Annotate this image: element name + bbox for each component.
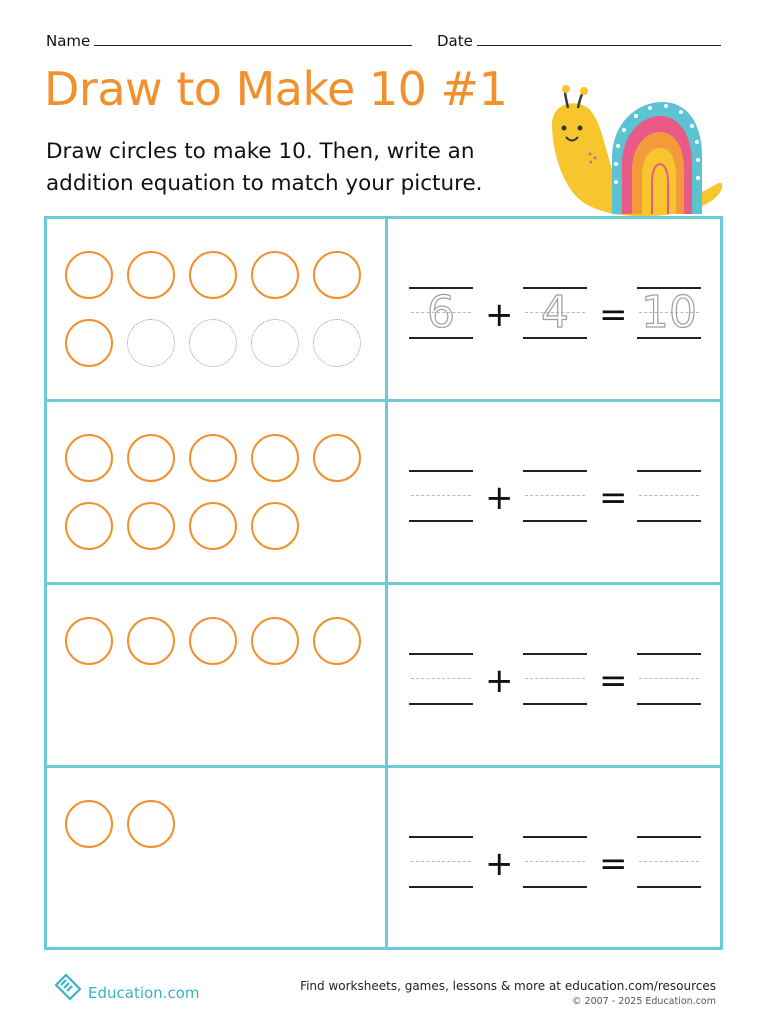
plus-sign: +: [485, 661, 514, 701]
drawn-circle: [251, 434, 299, 482]
drawn-circle: [127, 251, 175, 299]
page-title: Draw to Make 10 #1: [44, 62, 508, 116]
drawn-circle: [65, 434, 113, 482]
equals-sign: =: [599, 478, 628, 518]
equation: [409, 462, 709, 532]
sum-blank[interactable]: [637, 653, 701, 705]
plus-sign: +: [485, 295, 514, 335]
equation: [409, 645, 709, 715]
date-blank-line[interactable]: [477, 33, 721, 46]
sum-blank[interactable]: [637, 470, 701, 522]
addend1-blank[interactable]: [409, 470, 473, 522]
addend1-blank[interactable]: [409, 836, 473, 888]
drawn-circle: [65, 319, 113, 367]
addend1-blank[interactable]: [409, 287, 473, 339]
plus-sign: +: [485, 478, 514, 518]
problem-row-2: [47, 402, 720, 585]
dotted-circle[interactable]: [127, 319, 175, 367]
equals-sign: =: [599, 295, 628, 335]
addend1-blank[interactable]: [409, 653, 473, 705]
equation: [409, 828, 709, 898]
equals-sign: =: [599, 661, 628, 701]
problem-row-1: [47, 219, 720, 402]
name-blank-line[interactable]: [94, 33, 412, 46]
sum-blank[interactable]: [637, 836, 701, 888]
drawn-circle: [65, 617, 113, 665]
traced-number: 10: [641, 287, 697, 338]
problem-row-3: [47, 585, 720, 768]
drawn-circle: [189, 434, 237, 482]
plus-sign: +: [485, 844, 514, 884]
drawn-circle: [127, 800, 175, 848]
drawn-circle: [189, 502, 237, 550]
drawn-circle: [127, 502, 175, 550]
drawn-circle: [251, 251, 299, 299]
drawn-circle: [251, 502, 299, 550]
footer-tagline[interactable]: Find worksheets, games, lessons & more at education.com/resources: [300, 979, 716, 993]
traced-number: 6: [427, 287, 455, 338]
drawn-circle: [65, 251, 113, 299]
drawn-circle: [313, 434, 361, 482]
date-label: Date: [437, 32, 473, 50]
drawn-circle: [127, 434, 175, 482]
drawn-circle: [65, 502, 113, 550]
drawn-circle: [251, 617, 299, 665]
drawn-circle: [313, 617, 361, 665]
drawn-circle: [189, 617, 237, 665]
logo-text: Education.com: [88, 984, 200, 1002]
name-label: Name: [46, 32, 91, 50]
dotted-circle[interactable]: [251, 319, 299, 367]
name-field[interactable]: [46, 32, 412, 50]
addend2-blank[interactable]: [523, 470, 587, 522]
dotted-circle[interactable]: [189, 319, 237, 367]
equation: [409, 279, 709, 349]
traced-number: 4: [541, 287, 569, 338]
drawn-circle: [65, 800, 113, 848]
addend2-blank[interactable]: [523, 836, 587, 888]
equals-sign: =: [599, 844, 628, 884]
dotted-circle[interactable]: [313, 319, 361, 367]
instructions-text: Draw circles to make 10. Then, write an addition equation to match your picture.: [46, 139, 483, 196]
drawn-circle: [313, 251, 361, 299]
education-logo[interactable]: [52, 970, 199, 1002]
problem-row-4: [47, 768, 720, 951]
date-field[interactable]: [437, 32, 721, 50]
copyright-text: © 2007 - 2025 Education.com: [572, 996, 716, 1007]
worksheet-grid: [44, 216, 723, 950]
snail-illustration: [544, 84, 728, 220]
drawn-circle: [189, 251, 237, 299]
addend2-blank[interactable]: [523, 287, 587, 339]
sum-blank[interactable]: [637, 287, 701, 339]
addend2-blank[interactable]: [523, 653, 587, 705]
education-logo-icon: [52, 971, 84, 1001]
drawn-circle: [127, 617, 175, 665]
